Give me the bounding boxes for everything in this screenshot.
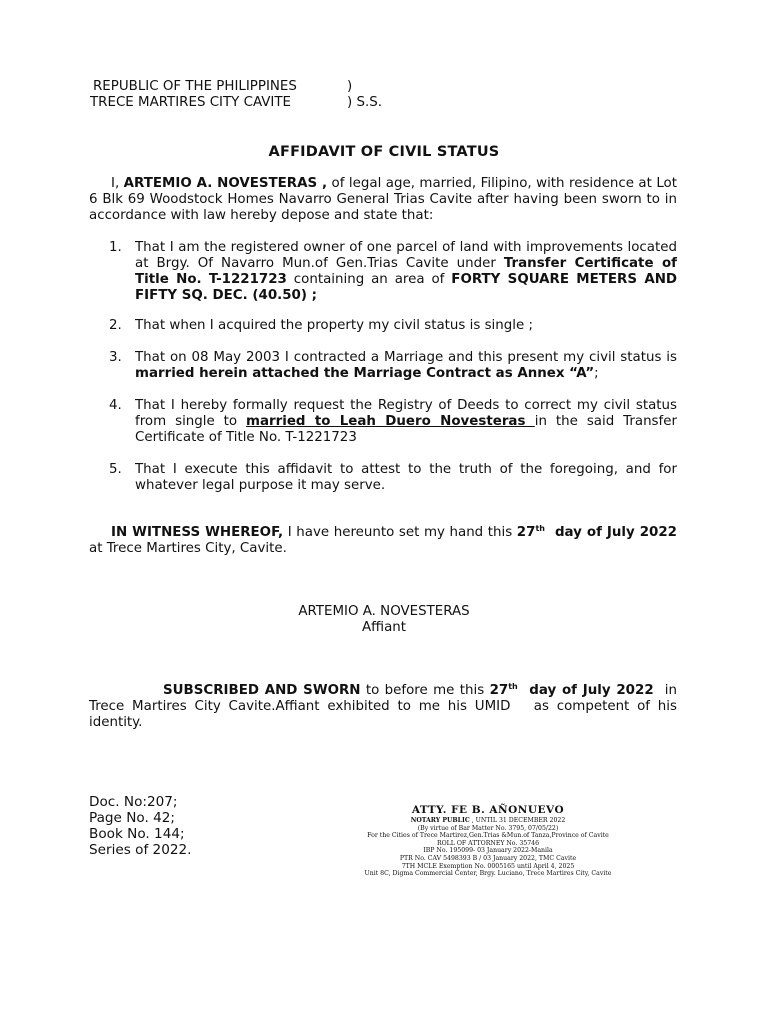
witness-paragraph [89, 525, 677, 557]
list-item [109, 350, 677, 382]
item-number: 3. [109, 350, 122, 365]
notary-detail-line: Unit 8C, Digma Commercial Center, Brgy. Luciano, Trece Martires City, Cavite [364, 870, 612, 878]
document-title: AFFIDAVIT OF CIVIL STATUS [268, 144, 500, 160]
affiant-signature-block [0, 604, 768, 636]
intro-text: of legal age, married, Filipino, with residence at Lot 6 Blk 69 Woodstock Homes Navarro General Trias Cavite after having been sworn to in accordance with law hereby depose and state that: [89, 176, 678, 223]
item-text-part: ; [594, 366, 599, 381]
notary-public-label: NOTARY PUBLIC [410, 817, 470, 824]
notarial-register [89, 794, 191, 858]
affiant-label: Affiant [361, 620, 407, 635]
spouse-name: married to Leah Duero Novesteras [246, 414, 535, 429]
witness-place: at Trece Martires City, Cavite. [89, 541, 287, 556]
item-text [135, 240, 677, 304]
notary-block [338, 803, 638, 878]
witness-text: I have hereunto set my hand this [283, 525, 517, 540]
venue-block [90, 79, 382, 111]
intro-pre: I, [111, 176, 124, 191]
item-text-part: containing an area of [286, 272, 452, 287]
book-number: Book No. 144; [89, 826, 185, 842]
item-text: That I execute this affidavit to attest to the truth of the foregoing, and for whatever legal purpose it may serve. [135, 462, 677, 493]
notary-detail-line: For the Cities of Trece Martirez,Gen.Trias &Mun.of Tanza,Province of Cavite [367, 832, 609, 840]
venue-paren: ) [347, 79, 353, 94]
notary-commission-until: , UNTIL 31 DECEMBER 2022 [469, 817, 566, 824]
item-text-part: That I hereby formally request the Registry of Deeds to correct my civil status from single to [135, 398, 677, 429]
land-area: FORTY SQUARE METERS AND FIFTY SQ. DEC. (40.50) ; [135, 272, 678, 303]
jurat-place: in Trece Martires City Cavite.Affiant exhibited to me his UMID as competent of his identity. [89, 683, 682, 730]
list-item [109, 240, 677, 304]
witness-day: 27 [516, 525, 536, 540]
item-text-part: That on 08 May 2003 I contracted a Marriage and this present my civil status is [135, 350, 677, 365]
item-number: 1. [109, 240, 122, 255]
item-number: 4. [109, 398, 122, 413]
venue-city: TRECE MARTIRES CITY CAVITE [90, 95, 292, 110]
jurat-month: day of July 2022 [517, 683, 660, 698]
jurat-day: 27 [489, 683, 509, 698]
page-number: Page No. 42; [89, 810, 175, 826]
tct-number: Transfer Certificate of Title No. T-1221723 [135, 256, 677, 287]
affiant-name-inline: ARTEMIO A. NOVESTERAS , [123, 176, 328, 191]
item-text-part: That I am the registered owner of one parcel of land with improvements located at Brgy. Of Navarro Mun.of Gen.Trias Cavite under [135, 240, 677, 271]
doc-number: Doc. No:207; [89, 794, 178, 810]
annex-statement: married herein attached the Marriage Contract as Annex “A” [135, 366, 595, 381]
list-item [109, 318, 677, 334]
item-number: 2. [109, 318, 122, 333]
item-text: That when I acquired the property my civil status is single ; [135, 318, 533, 333]
item-text-part: in the said Transfer Certificate of Title No. T-1221723 [135, 414, 677, 445]
venue-ss: ) S.S. [347, 95, 382, 110]
jurat-lead: SUBSCRIBED AND SWORN [163, 683, 361, 698]
series-year: Series of 2022. [89, 842, 192, 858]
intro-paragraph [89, 176, 677, 224]
notary-detail-line: PTR No. CAV 5498393 B / 03 January 2022, TMC Cavite [399, 854, 577, 862]
notary-detail-line: IBP No. 195099- 03 January 2022-Manila [423, 847, 553, 855]
jurat-day-suffix: th [508, 682, 518, 691]
jurat-text: to before me this [360, 683, 490, 698]
notary-detail-line: 7TH MCLE Exemption No. 0005165 until April 4, 2025 [401, 862, 575, 870]
witness-day-suffix: th [535, 524, 545, 533]
affiant-name: ARTEMIO A. NOVESTERAS [298, 604, 470, 619]
list-item [109, 398, 677, 446]
witness-month: day of July 2022 [544, 525, 677, 540]
notary-detail-line: (By virtue of Bar Matter No. 3795, 07/05/22) [417, 824, 559, 832]
notary-commission [338, 817, 638, 825]
item-text [135, 350, 677, 382]
list-item [109, 462, 677, 494]
item-text [135, 398, 677, 446]
venue-republic: REPUBLIC OF THE PHILIPPINES [93, 79, 297, 94]
notary-detail-line: ROLL OF ATTORNEY No. 35746 [436, 839, 540, 847]
notary-name: ATTY. FE B. AÑONUEVO [411, 804, 565, 816]
witness-lead: IN WITNESS WHEREOF, [111, 525, 284, 540]
item-number: 5. [109, 462, 122, 477]
jurat-paragraph [89, 682, 682, 731]
